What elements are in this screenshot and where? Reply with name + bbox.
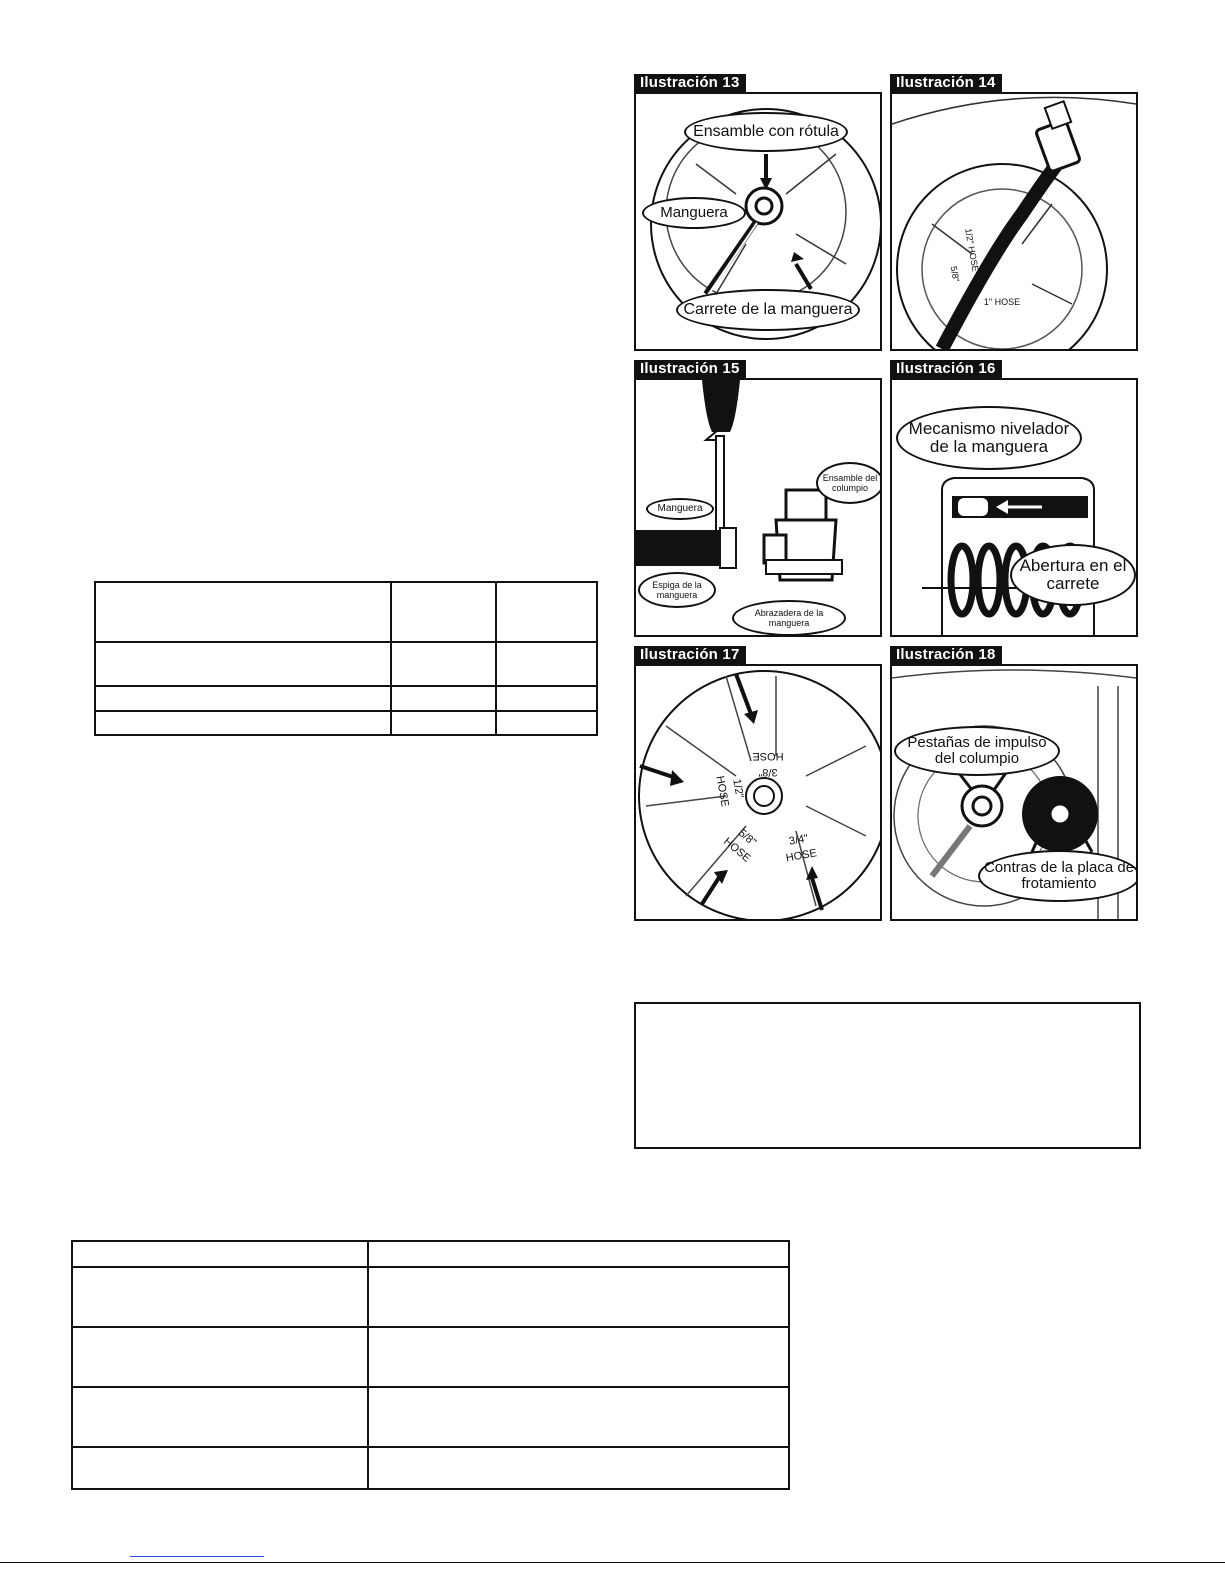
footer-link[interactable] [130,1556,264,1557]
illustration-frame [634,92,882,351]
hose-leveler-callout: Mecanismo nivelador de la manguera [896,406,1082,470]
swivel-drive-tabs-callout: Pestañas de impulso del columpio [894,726,1060,776]
hose-callout: Manguera [646,498,714,520]
five-eighths-hose-label: 5/8" [948,265,962,283]
one-inch-hose-label: 1" HOSE [983,297,1021,307]
illustration-frame [890,92,1138,351]
hose-clamp-callout: Abrazadera de la manguera [732,600,846,636]
half-inch-hose-label: 1/2" HOSE [713,774,746,808]
illustration-tag: Ilustración 16 [890,360,1002,378]
illustration-14 [890,74,1138,307]
footer-rule [0,1562,1225,1563]
illustration-tag: Ilustración 13 [634,74,746,92]
illustration-frame [634,664,882,921]
illustration-frame [634,378,882,637]
three-quarter-hose-label: 3/4" HOSE [784,832,818,865]
hose-callout: Manguera [642,197,746,229]
illustration-17 [634,646,882,865]
troubleshooting-table [71,1240,790,1490]
illustration-18 [890,646,1138,892]
illustration-tag: Ilustración 14 [890,74,1002,92]
illustration-frame [890,664,1138,921]
swivel-assembly-callout: Ensamble con rótula [684,112,848,152]
illustration-tag: Ilustración 17 [634,646,746,664]
illustration-15 [634,360,882,628]
illustration-13 [634,74,882,318]
illustration-tag: Ilustración 18 [890,646,1002,664]
reel-opening-callout: Abertura en el carrete [1010,544,1136,606]
hose-reel-drawing [892,94,1136,349]
swivel-assembly-callout: Ensamble del columpio [816,462,882,504]
three-eighths-hose-label: 3/8" HOSE [752,750,784,778]
illustration-tag: Ilustración 15 [634,360,746,378]
half-inch-hose-label: 1/2" HOSE [963,227,981,273]
hose-size-table [94,581,598,736]
notice-box [634,1002,1141,1149]
hose-reel-drum-drawing [636,666,880,919]
illustration-16 [890,360,1138,593]
hose-reel-callout: Carrete de la manguera [676,289,860,331]
wear-plate-stops-callout: Contras de la placa de frotamiento [978,850,1138,902]
illustration-frame [890,378,1138,637]
hose-barb-callout: Espiga de la manguera [638,572,716,608]
five-eighths-hose-label: 5/8" HOSE [721,827,759,865]
